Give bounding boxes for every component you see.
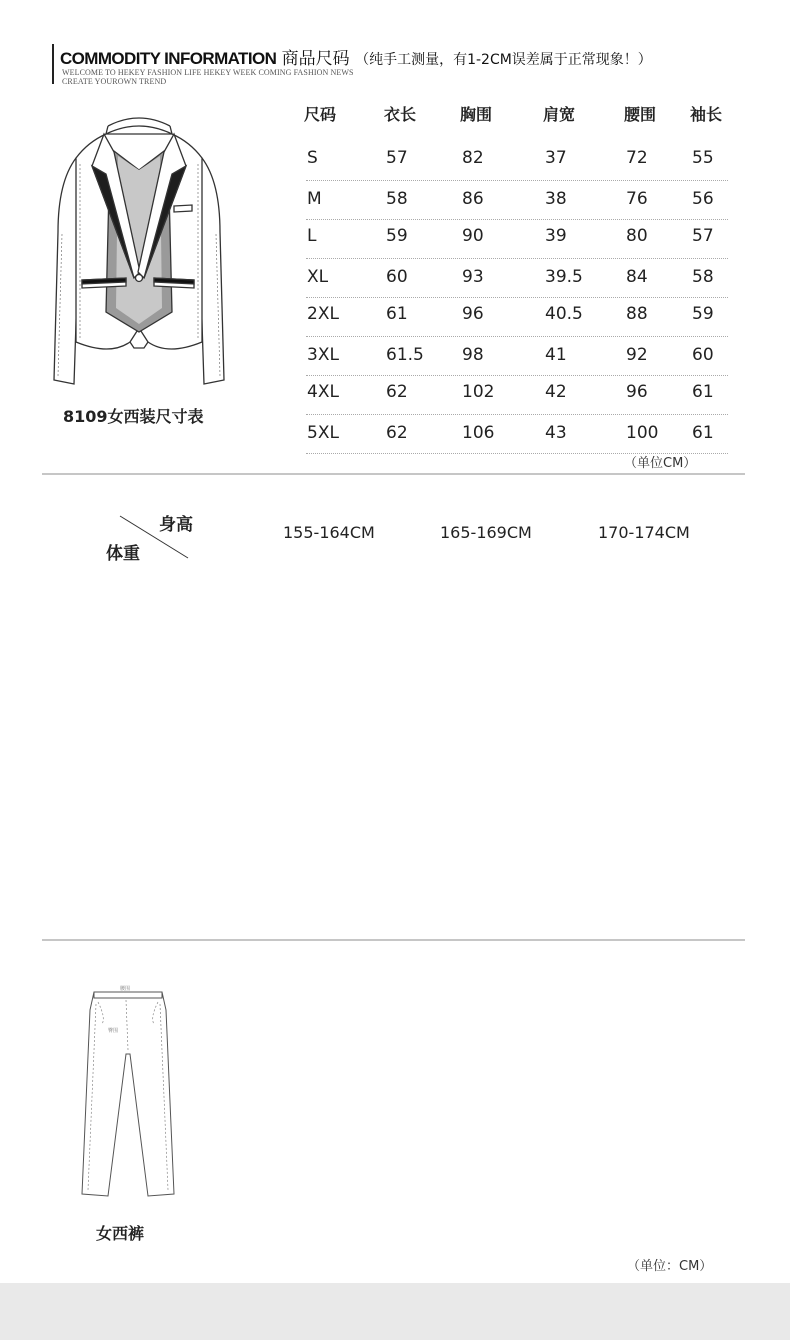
jacket-table-cell: 55 (692, 148, 714, 168)
header-subtitle: WELCOME TO HEKEY FASHION LIFE HEKEY WEEK COMING FASHION NEWS CREATE YOUROWN TREND (62, 68, 354, 86)
jacket-table-cell: 39.5 (545, 267, 583, 287)
jacket-table-cell: 106 (462, 423, 495, 443)
section-divider-2 (42, 939, 745, 941)
jacket-header-cell: 肩宽 (543, 105, 576, 124)
jacket-table-cell: 57 (692, 226, 714, 246)
jacket-table-cell: 37 (545, 148, 567, 168)
jacket-header-cell: 袖长 (690, 105, 723, 124)
jacket-table-cell: 61 (386, 304, 408, 324)
jacket-table-cell: 72 (626, 148, 648, 168)
jacket-table-cell: 5XL (307, 423, 339, 443)
jacket-table-cell: 39 (545, 226, 567, 246)
jacket-table-cell: 80 (626, 226, 648, 246)
jacket-table-cell: 59 (386, 226, 408, 246)
jacket-table-cell: 82 (462, 148, 484, 168)
jacket-row-divider (306, 180, 728, 181)
jacket-table-cell: 60 (386, 267, 408, 287)
jacket-table-cell: S (307, 148, 318, 168)
jacket-table-cell: 93 (462, 267, 484, 287)
jacket-table-cell: 61.5 (386, 345, 424, 365)
jacket-table-cell: 88 (626, 304, 648, 324)
jacket-row-divider (306, 258, 728, 259)
jacket-table-cell: 40.5 (545, 304, 583, 324)
jacket-table-cell: 3XL (307, 345, 339, 365)
jacket-table-cell: 61 (692, 423, 714, 443)
jacket-row-divider (306, 219, 728, 220)
jacket-table-cell: 41 (545, 345, 567, 365)
page-bottom-border (0, 1283, 790, 1340)
jacket-table-cell: XL (307, 267, 329, 287)
pants-illustration (76, 984, 180, 1204)
jacket-table-cell: 102 (462, 382, 495, 402)
jacket-table-cell: L (307, 226, 317, 246)
jacket-table-cell: 4XL (307, 382, 339, 402)
jacket-unit: （单位CM） (624, 456, 697, 471)
jacket-header-cell: 腰围 (624, 105, 657, 124)
header-title (60, 44, 652, 69)
jacket-row-divider (306, 375, 728, 376)
jacket-table-cell: 76 (626, 189, 648, 209)
section-divider (42, 473, 745, 475)
jacket-table-cell: 62 (386, 382, 408, 402)
jacket-table-cell: 84 (626, 267, 648, 287)
header-title-en: COMMODITY INFORMATION (60, 49, 277, 68)
jacket-row-divider (306, 297, 728, 298)
weight-axis-label: 体重 (106, 544, 140, 564)
jacket-table-cell: 58 (386, 189, 408, 209)
pants-unit: （单位：CM） (627, 1259, 713, 1274)
jacket-table-cell: 42 (545, 382, 567, 402)
jacket-table-cell: 43 (545, 423, 567, 443)
height-range-label: 165-169CM (440, 523, 532, 542)
jacket-table-cell: 56 (692, 189, 714, 209)
pants-hip-mark: 臀围 (108, 1028, 119, 1034)
jacket-table-cell: 90 (462, 226, 484, 246)
jacket-row-divider (306, 336, 728, 337)
jacket-table-cell: 38 (545, 189, 567, 209)
height-range-label: 170-174CM (598, 523, 690, 542)
jacket-row-divider (306, 414, 728, 415)
jacket-table-cell: 96 (626, 382, 648, 402)
height-range-label: 155-164CM (283, 523, 375, 542)
jacket-caption: 8109女西装尺寸表 (63, 407, 204, 426)
jacket-table-cell: 2XL (307, 304, 339, 324)
jacket-table-cell: 58 (692, 267, 714, 287)
pants-waist-mark: 腰围 (120, 986, 131, 992)
jacket-table-cell: 60 (692, 345, 714, 365)
jacket-table-cell: 98 (462, 345, 484, 365)
jacket-table-cell: 59 (692, 304, 714, 324)
jacket-table-cell: 86 (462, 189, 484, 209)
jacket-header-cell: 衣长 (384, 105, 417, 124)
jacket-header-cell: 胸围 (460, 105, 493, 124)
jacket-illustration (48, 112, 230, 392)
jacket-table-cell: 57 (386, 148, 408, 168)
jacket-table-cell: 62 (386, 423, 408, 443)
jacket-table-cell: 92 (626, 345, 648, 365)
jacket-table-cell: 96 (462, 304, 484, 324)
pants-caption: 女西裤 (96, 1224, 145, 1243)
header-note: （纯手工测量，有1-2CM误差属于正常现象！） (355, 52, 652, 68)
height-axis-label: 身高 (159, 515, 193, 535)
jacket-header-cell: 尺码 (304, 105, 337, 124)
jacket-table-cell: 61 (692, 382, 714, 402)
header-accent-bar (52, 44, 54, 84)
header-title-cn: 商品尺码 (281, 49, 350, 69)
jacket-table-cell: M (307, 189, 322, 209)
jacket-table-cell: 100 (626, 423, 659, 443)
